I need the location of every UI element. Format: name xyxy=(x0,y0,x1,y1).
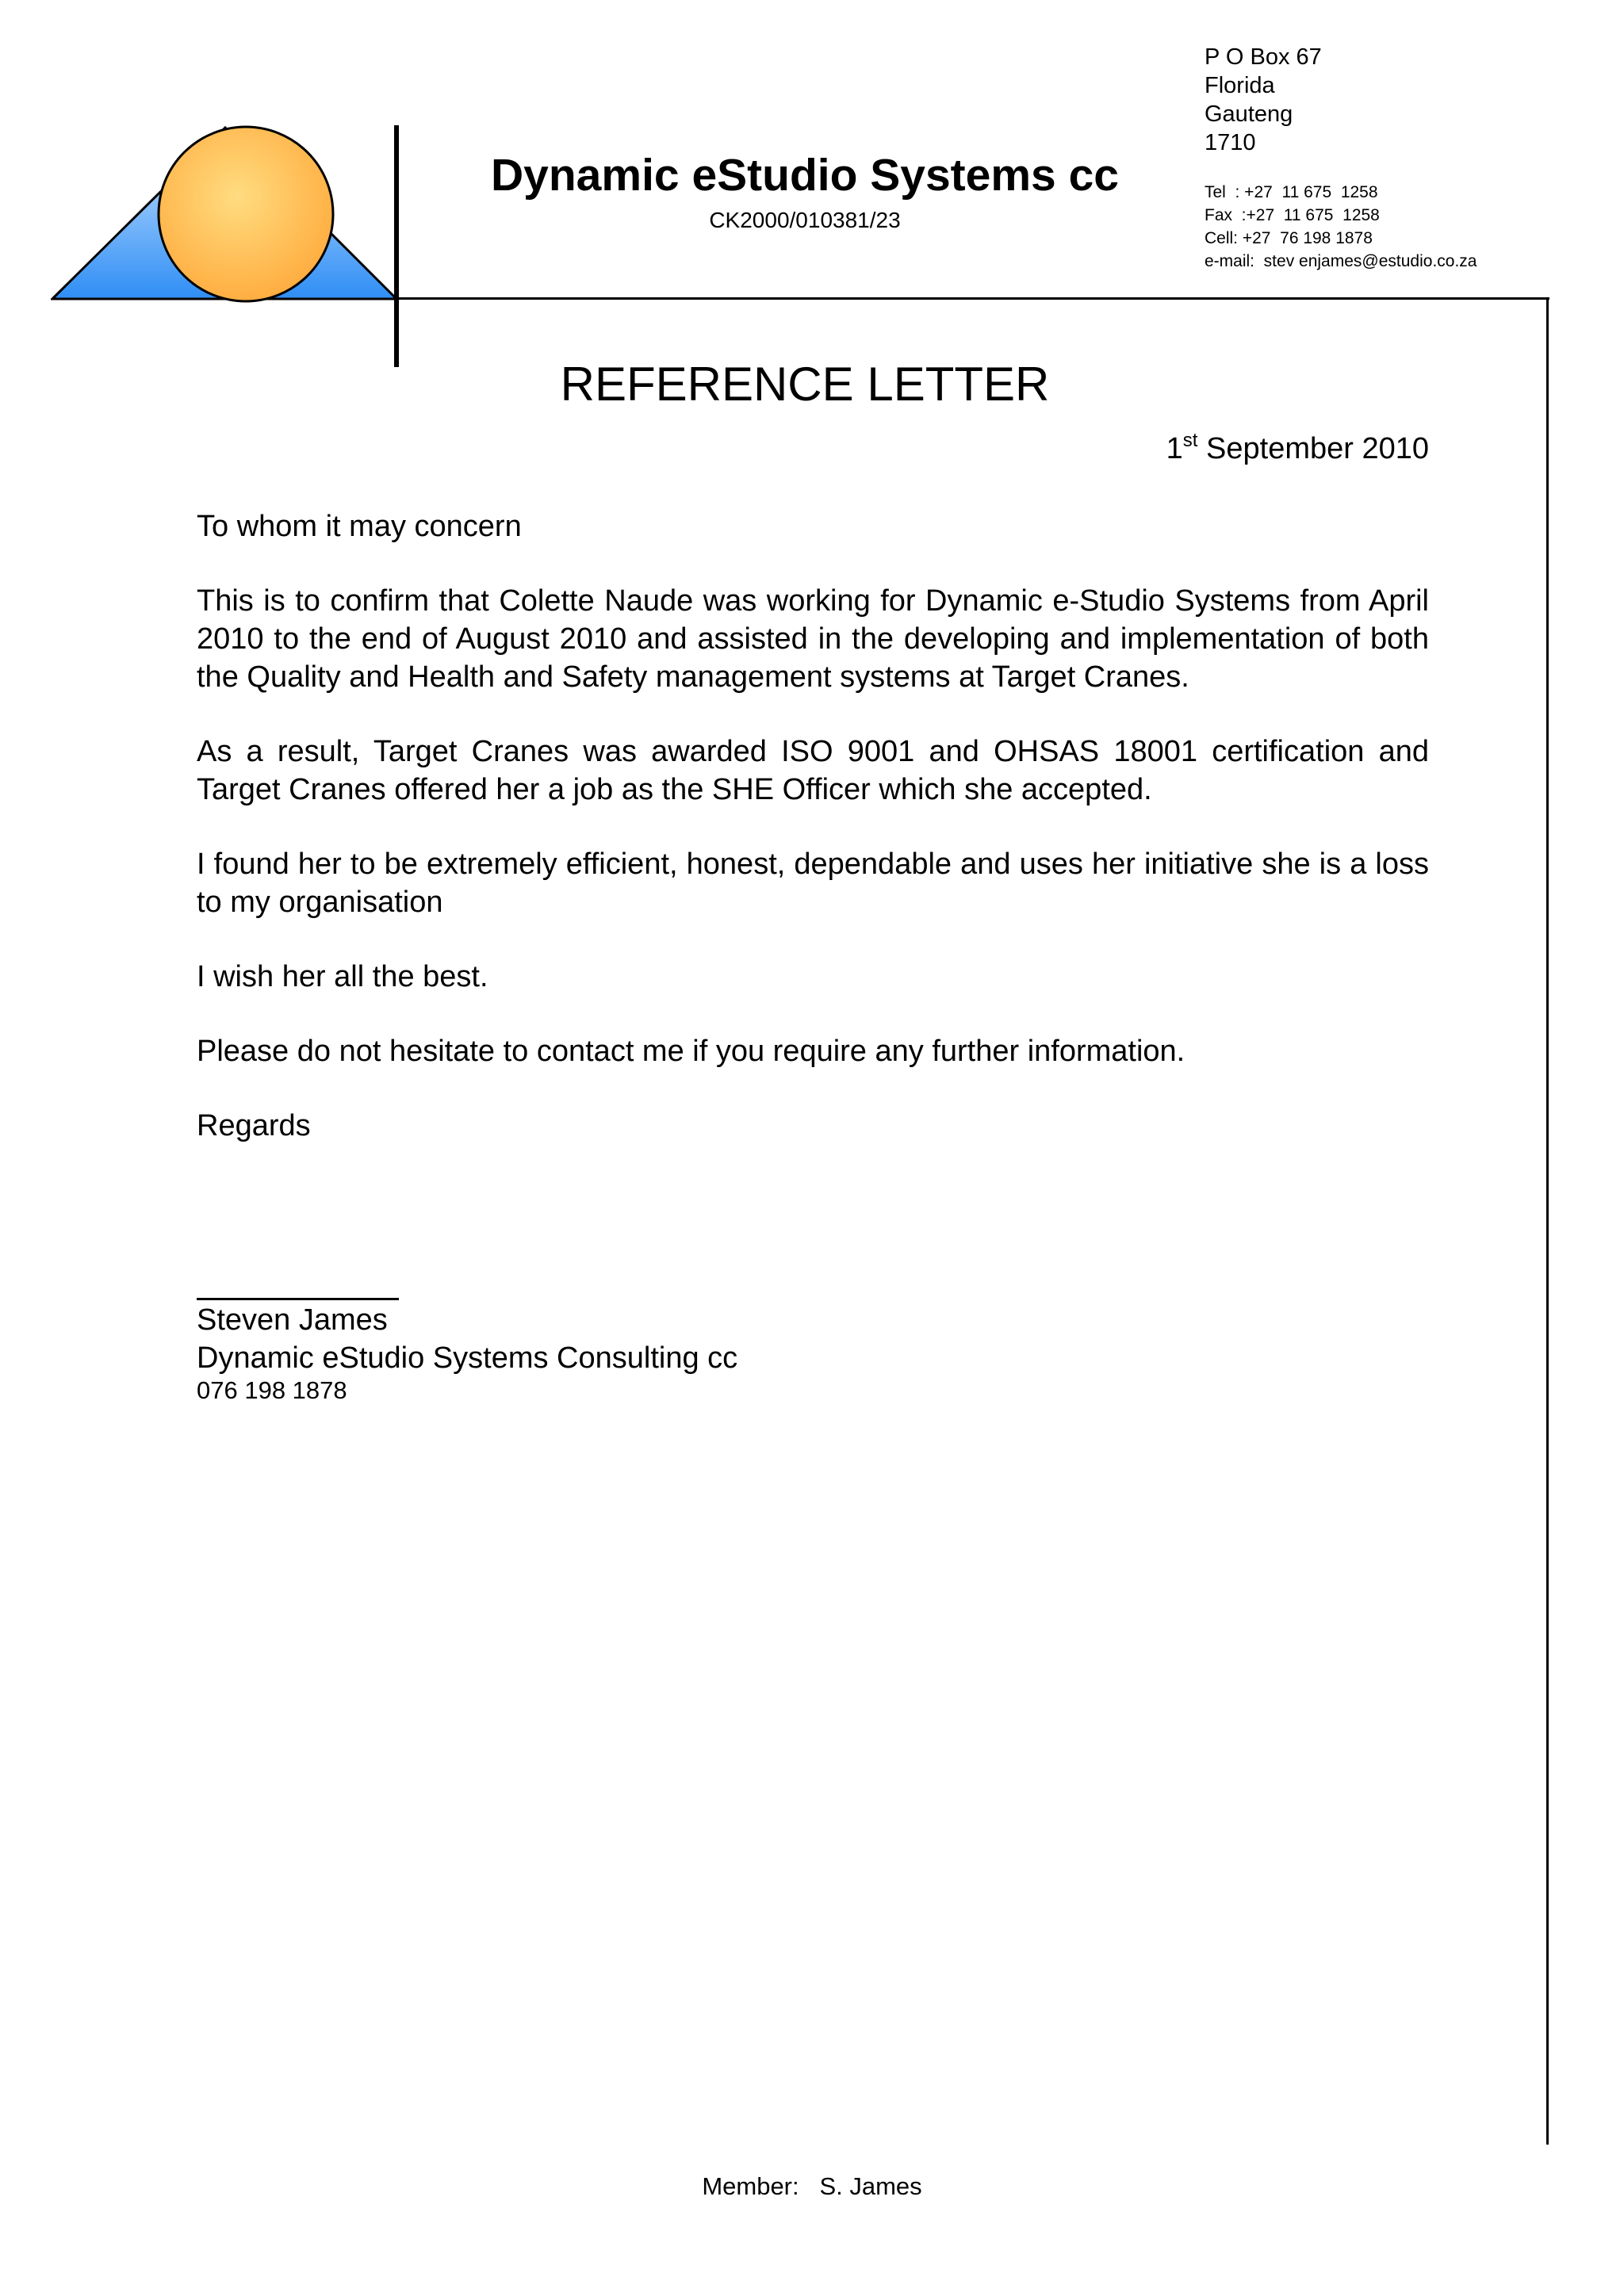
body-paragraph: Please do not hesitate to contact me if you require any further information. xyxy=(197,1035,1185,1068)
document-title: REFERENCE LETTER xyxy=(560,358,1050,411)
contact-tel: Tel : +27 11 675 1258 xyxy=(1205,183,1378,201)
company-registration: CK2000/010381/23 xyxy=(709,208,901,232)
signer-name: Steven James xyxy=(197,1303,388,1337)
signer-block xyxy=(197,1301,737,1377)
address-block xyxy=(1205,43,1322,157)
contact-cell: Cell: +27 76 198 1878 xyxy=(1205,229,1373,247)
salutation: To whom it may concern xyxy=(197,510,522,543)
closing: Regards xyxy=(197,1109,311,1142)
logo-circle xyxy=(159,127,333,301)
body-paragraph: This is to confirm that Colette Naude was working for Dynamic e-Studio Systems from April 2010 to the end of August 2010 and assisted in the developing and implementation of both the Quality and Health and Safety management systems at Target Cranes. xyxy=(197,584,1429,694)
body-paragraph: I found her to be extremely efficient, honest, dependable and uses her initiative she is a loss to my organisation xyxy=(197,848,1429,919)
body-paragraph: I wish her all the best. xyxy=(197,960,488,993)
contact-block xyxy=(1205,181,1477,273)
signature-line xyxy=(197,1298,399,1300)
signer-company: Dynamic eStudio Systems Consulting cc xyxy=(197,1341,738,1375)
address-line: Florida xyxy=(1205,73,1275,98)
company-name: Dynamic eStudio Systems cc xyxy=(491,150,1119,201)
address-line: Gauteng xyxy=(1205,101,1293,127)
signer-phone: 076 198 1878 xyxy=(197,1376,347,1404)
company-logo xyxy=(51,123,400,305)
body-paragraph: As a result, Target Cranes was awarded ISO 9001 and OHSAS 18001 certification and Target Cranes offered her a job as the SHE Officer which she accepted. xyxy=(197,735,1429,806)
contact-fax: Fax :+27 11 675 1258 xyxy=(1205,206,1380,224)
date-rest: September 2010 xyxy=(1197,432,1429,465)
contact-email: e-mail: stev enjames@estudio.co.za xyxy=(1205,252,1477,270)
footer-member: Member: S. James xyxy=(702,2172,922,2200)
date-suffix: st xyxy=(1182,430,1198,451)
address-line: 1710 xyxy=(1205,130,1256,155)
frame-right-line xyxy=(1546,297,1549,2145)
frame-top-line xyxy=(396,297,1549,300)
letter-date xyxy=(1166,432,1429,466)
address-line: P O Box 67 xyxy=(1205,44,1322,70)
date-day: 1 xyxy=(1166,432,1183,465)
letter-body xyxy=(197,507,1429,1181)
